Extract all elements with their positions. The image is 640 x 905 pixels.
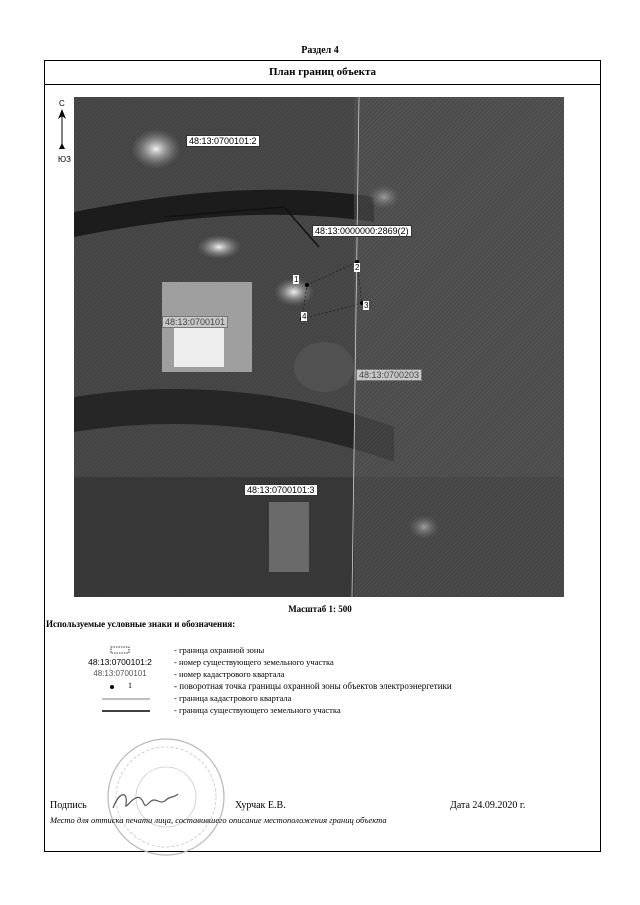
- quarter-label: 48:13:0700101: [162, 316, 228, 328]
- point-number: 1: [294, 275, 299, 284]
- turning-point-symbol: [70, 681, 170, 692]
- protection-zone-symbol: [70, 645, 170, 656]
- north-label: С: [59, 99, 65, 108]
- signer-name: Хурчак Е.В.: [235, 800, 286, 811]
- legend-item: [70, 645, 580, 656]
- legend-text: - граница кадастрового квартала: [174, 693, 292, 703]
- legend-item: [70, 657, 580, 668]
- point-number: 2: [355, 263, 360, 272]
- legend-text: - номер существующего земельного участка: [174, 657, 334, 667]
- quarter-label: 48:13:0700203: [356, 369, 422, 381]
- parcel-label: 48:13:0000000:2869(2): [312, 225, 412, 237]
- legend-title: Используемые условные знаки и обозначения:: [46, 619, 236, 629]
- legend-item: [70, 669, 580, 680]
- section-heading: Раздел 4: [301, 45, 339, 56]
- page-title: План границ объекта: [44, 60, 601, 85]
- legend-text: - номер кадастрового квартала: [174, 669, 285, 679]
- parcel-label: 48:13:0700101:2: [186, 135, 260, 147]
- parcel-number-symbol: 48:13:0700101:2: [88, 657, 152, 667]
- parcel-boundary-symbol: [70, 705, 170, 716]
- quarter-boundary-symbol: [70, 693, 170, 704]
- south-west-label: ЮЗ: [58, 155, 71, 164]
- signature-label: Подпись: [50, 800, 87, 811]
- legend-text: - граница охранной зоны: [174, 645, 265, 655]
- map-scale: Масштаб 1: 500: [288, 604, 352, 614]
- compass: [50, 97, 74, 167]
- handwritten-signature-icon: [110, 788, 180, 814]
- parcel-label: 48:13:0700101:3: [244, 484, 318, 496]
- legend-text: - граница существующего земельного участка: [174, 705, 341, 715]
- signature-date: Дата 24.09.2020 г.: [450, 800, 526, 811]
- satellite-map: [74, 97, 564, 597]
- point-number: 3: [364, 301, 369, 310]
- turning-point-1: [305, 283, 309, 287]
- compass-arrow-icon: [56, 109, 68, 151]
- quarter-number-symbol: 48:13:0700101: [93, 669, 147, 678]
- legend-item: [70, 705, 580, 716]
- stamp-place-note: Место для оттиска печати лица, составившего описание местоположения границ объекта: [50, 815, 387, 825]
- map-imagery: [74, 97, 564, 597]
- legend-item: [70, 681, 580, 692]
- point-number: 4: [302, 312, 307, 321]
- legend-text: - поворотная точка границы охранной зоны объектов электроэнергетики: [174, 681, 452, 691]
- legend-item: [70, 693, 580, 704]
- signature-row: [50, 800, 550, 814]
- point-number-sample: 1: [128, 681, 132, 690]
